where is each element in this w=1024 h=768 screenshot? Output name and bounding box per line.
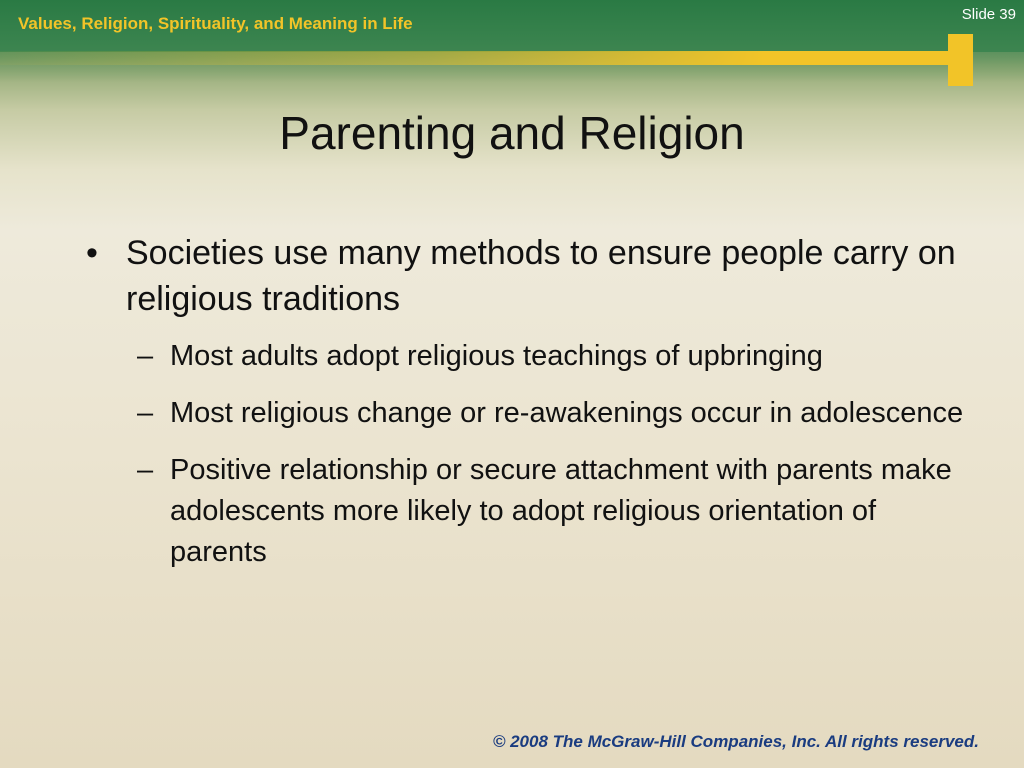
sub-bullet-item (137, 450, 964, 573)
bullet-list (84, 230, 964, 589)
bullet-text: Societies use many methods to ensure people carry on religious traditions (126, 234, 956, 318)
slide-title: Parenting and Religion (279, 107, 745, 159)
sub-bullet-text: Positive relationship or secure attachment with parents make adolescents more likely to adopt religious orientation of parents (170, 454, 952, 568)
sub-bullet-marker: – (137, 397, 154, 429)
sub-bullet-item (137, 393, 964, 434)
gold-accent-block (948, 34, 973, 86)
bullet-marker: • (86, 234, 98, 272)
copyright-notice: © 2008 The McGraw-Hill Companies, Inc. All rights reserved. (492, 732, 979, 751)
bullet-item (84, 230, 964, 322)
sub-bullet-text: Most religious change or re-awakenings occur in adolescence (170, 397, 964, 429)
gold-accent-line (0, 51, 956, 65)
sub-bullet-item (137, 336, 964, 377)
sub-bullet-marker: – (137, 454, 154, 486)
sub-bullet-marker: – (137, 340, 154, 372)
slide-number: Slide 39 (961, 6, 1016, 23)
deck-title: Values, Religion, Spirituality, and Meaning in Life (18, 14, 413, 33)
sub-bullet-text: Most adults adopt religious teachings of upbringing (170, 340, 823, 372)
